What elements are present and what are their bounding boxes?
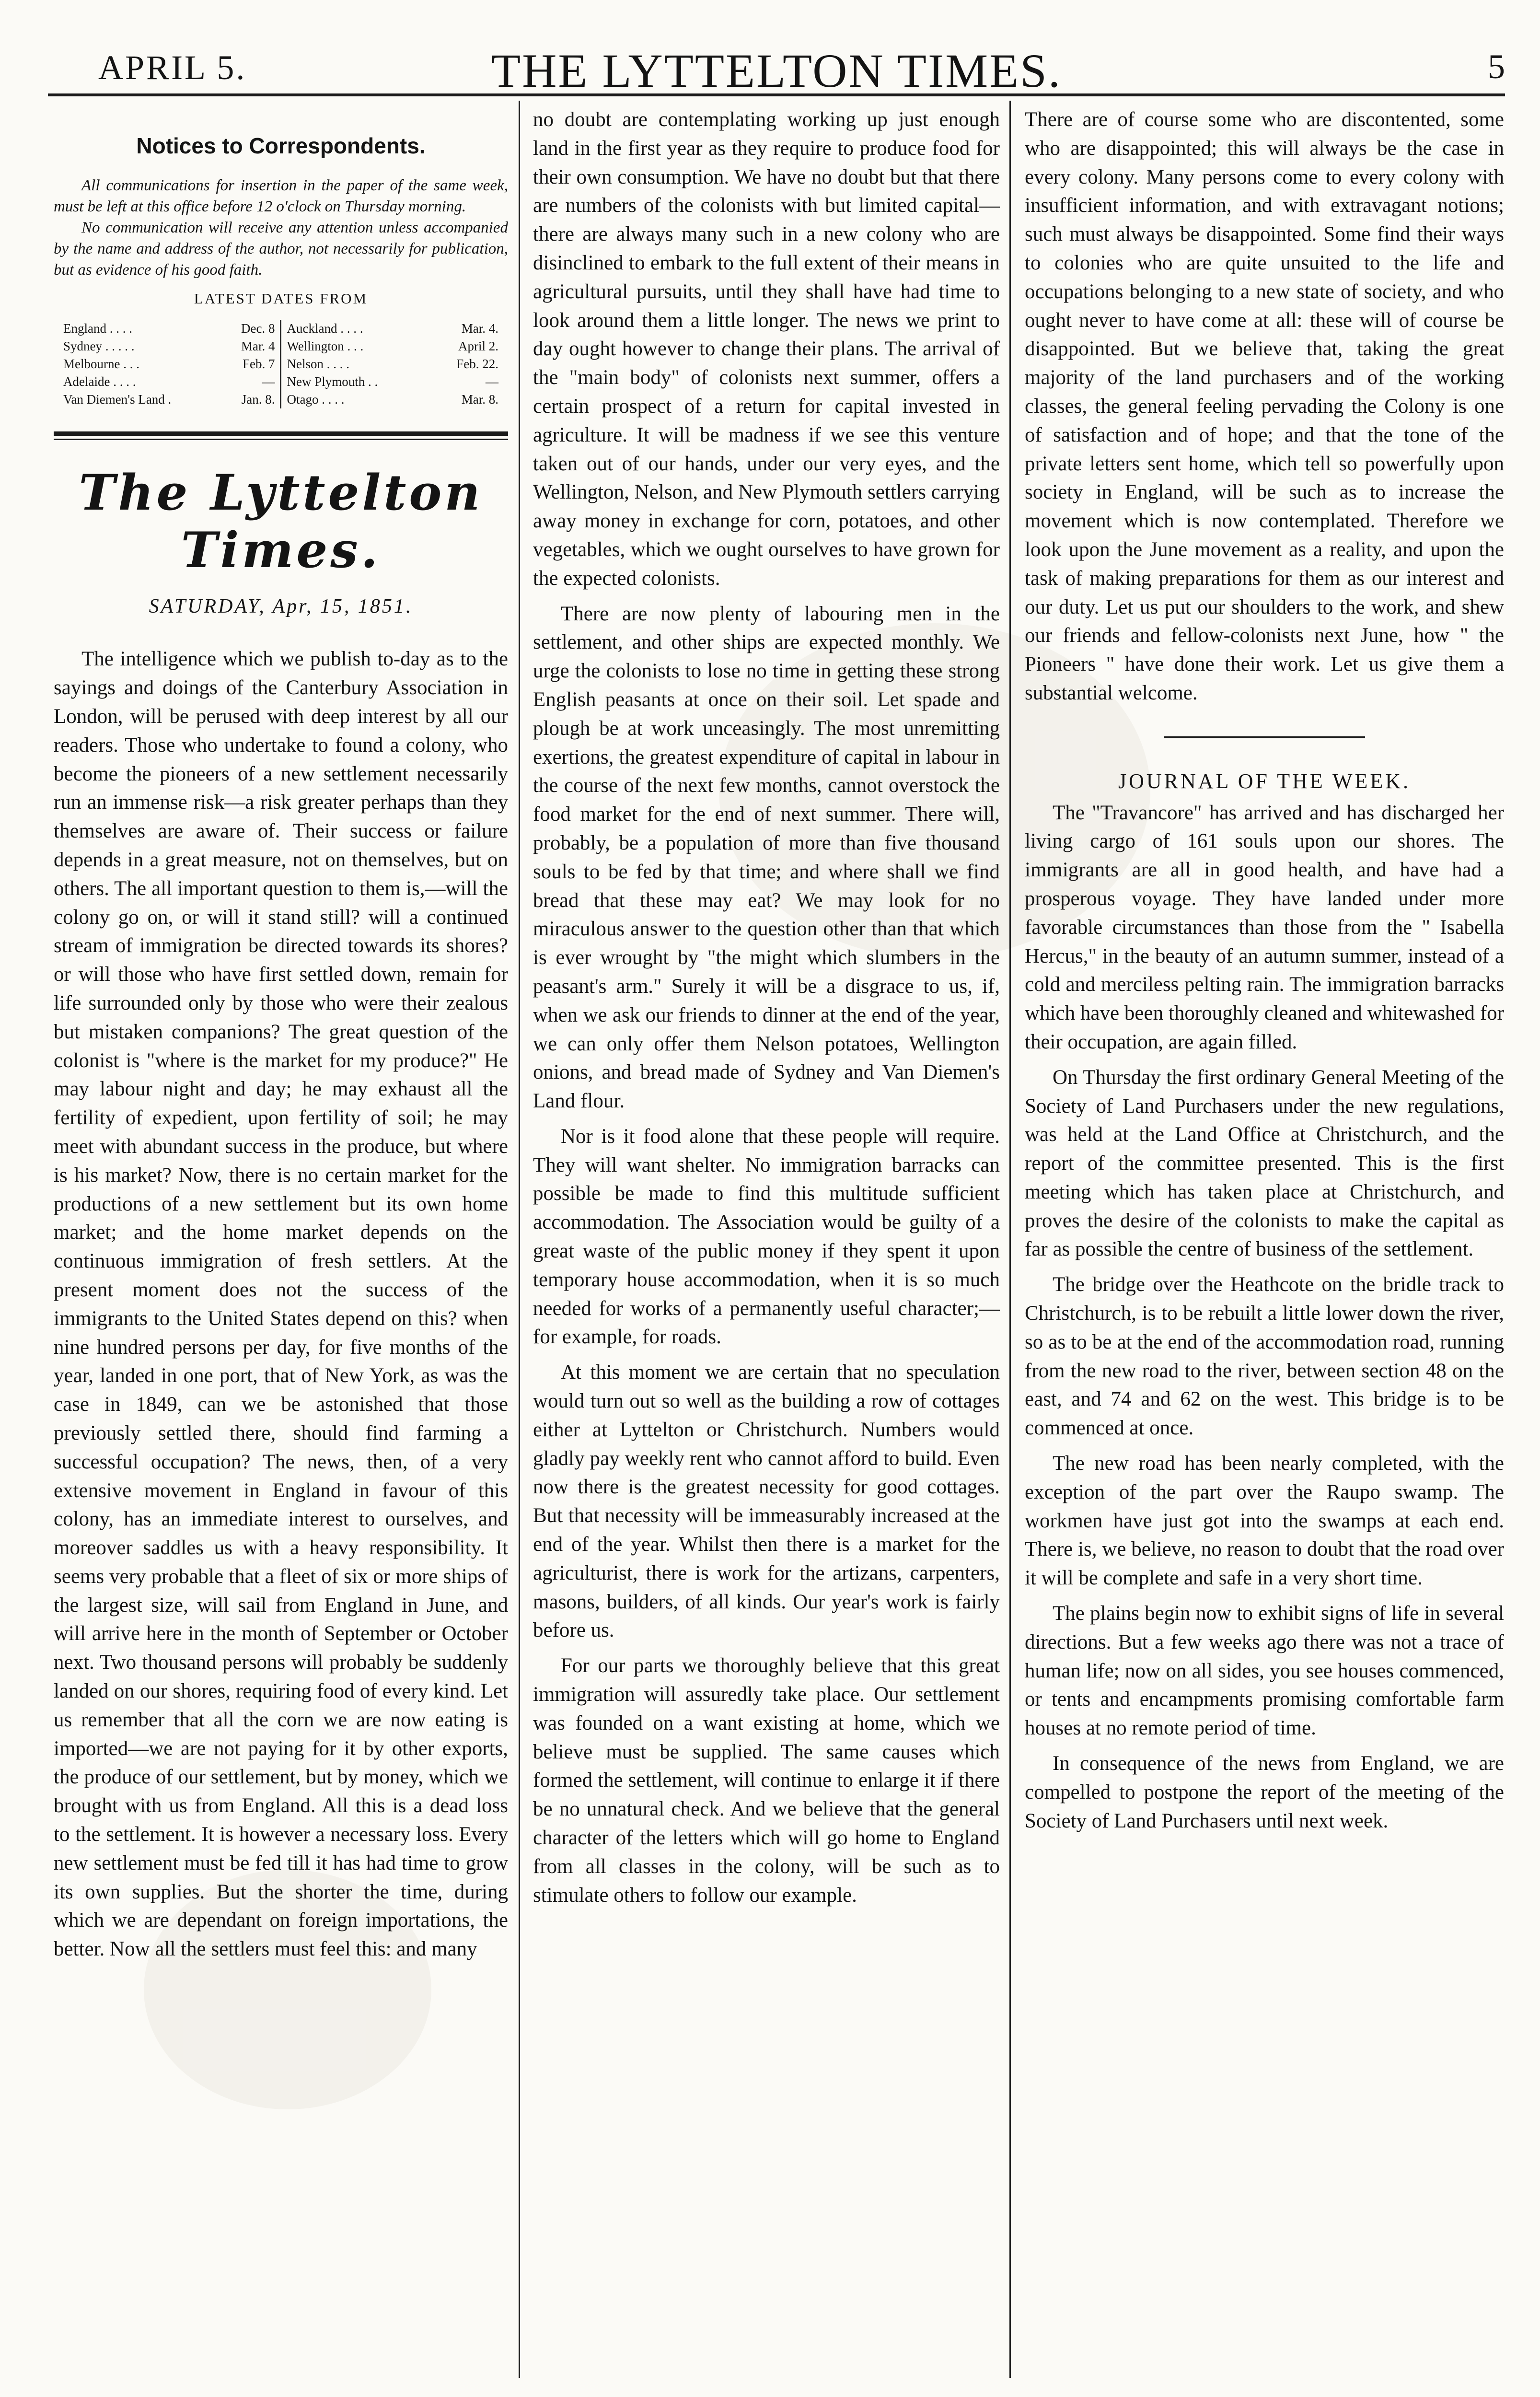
date-value: April 2.	[458, 338, 498, 353]
latest-dates-left	[63, 320, 281, 408]
date-value: Mar. 4.	[461, 321, 498, 336]
date-value: Feb. 7	[243, 356, 275, 371]
article-paragraph: Nor is it food alone that these people will require. They will want shelter. No immigration barracks can possible be made to find this multitude sufficient accommodation. The Association would be guilty of a great waste of the public money if they spent it upon temporary house accommodation, when it is so much needed for works of a permanently useful character;—for example, for roads.	[533, 1125, 1000, 1349]
place-name: Otago . . . .	[287, 392, 345, 407]
journal-paragraph: The "Travancore" has arrived and has discharged her living cargo of 161 souls upon our shores. The immigrants are all in good health, and have had a prosperous voyage. They have landed under more favorable circumstances than those from the " Isabella Hercus," in the beauty of an autumn summer, instead of a cold and merciless pelting rain. The immigration barracks which have been thoroughly cleaned and whitewashed for their occupation, are again filled.	[1025, 801, 1504, 1053]
place-name: Auckland . . . .	[287, 321, 363, 336]
notice-text: All communications for insertion in the paper of the same week, must be left at this office before 12 o'clock on Thursday morning.	[54, 176, 508, 215]
place-name: Nelson . . . .	[287, 356, 349, 371]
section-rule	[1164, 736, 1365, 738]
latest-dates-row	[63, 355, 275, 373]
latest-dates-row	[287, 373, 499, 391]
place-name: Adelaide . . . .	[63, 374, 136, 389]
article-paragraph: At this moment we are certain that no speculation would turn out so well as the building a row of cottages either at Lyttelton or Christchurch. Numbers would gladly pay weekly rent who cannot afford to build. Even now there is the greatest necessity for good cottages. But that necessity will be immeasurably increased at the end of the year. Whilst then there is a market for the agriculturist, there is work for the artizans, carpenters, masons, builders, of all kinds. Our year's work is fairly before us.	[533, 1361, 1000, 1642]
latest-dates-row	[63, 373, 275, 391]
journal-paragraph: The new road has been nearly completed, with the exception of the part over the Raupo swamp. The workmen have just got into the swamps at each end. There is, we believe, no reason to doubt that the road over it will be complete and safe in a very short time.	[1025, 1452, 1504, 1590]
leader-title: The Lyttelton Times.	[79, 464, 483, 579]
column-1	[54, 105, 508, 2387]
latest-dates-row	[287, 320, 499, 337]
latest-dates-row	[287, 337, 499, 355]
journal-heading: JOURNAL OF THE WEEK.	[1118, 769, 1411, 793]
latest-dates-row	[63, 337, 275, 355]
date-value: Jan. 8.	[241, 392, 275, 407]
place-name: Sydney . . . . .	[63, 338, 135, 353]
date-value: Dec. 8	[241, 321, 275, 336]
latest-dates-right	[281, 320, 499, 408]
latest-dates-row	[287, 355, 499, 373]
journal-paragraph: The plains begin now to exhibit signs of life in several directions. But a few weeks ago there was not a trace of human life; now on all sides, you see houses commenced, or tents and encampments promising comfortable farm houses at no remote period of time.	[1025, 1602, 1504, 1740]
article-paragraph: There are now plenty of labouring men in the settlement, and other ships are expected monthly. We urge the colonists to lose no time in getting these strong English peasants at once on their soil. Let spade and plough be at work unceasingly. The most unremitting exertions, the greatest expenditure of capital in labour in the course of the next few months, cannot overstock the food market for the end of next summer. There will, probably, be a population of more than five thousand souls to be fed by that time; and where shall we find bread that these may eat? We may look for no miraculous answer to the question other than that which is ever wrought by "the might which slumbers in the peasant's arm." Surely it will be a disgrace to us, if, when we ask our friends to dinner at the end of the year, we can only offer them Nelson potatoes, Wellington onions, and bread made of Sydney and Van Diemen's Land flour.	[533, 602, 1000, 1113]
section-rule	[54, 439, 508, 440]
date-value: Mar. 8.	[461, 392, 498, 407]
leader-dateline: SATURDAY, Apr, 15, 1851.	[149, 595, 413, 617]
article-paragraph: The intelligence which we publish to-day as to the sayings and doings of the Canterbury Association in London, will be perused with deep interest by all our readers. Those who undertake to found a colony, who become the pioneers of a new settlement necessarily run an immense risk—a risk greater perhaps than they themselves are aware of. Their success or failure depends in a great measure, not on themselves, but on others. The all important question to them is,—will the colony go on, or will it stand still? will a continued stream of immigration be directed towards its shores? or will those who have first settled down, remain for life surrounded only by those who were their zealous but mistaken companions? The great question of the colonist is "where is the market for my produce?" He may labour night and day; he may exhaust all the fertility of expedient, upon fertility of soil; he may meet with abundant success in the produce, but where is his market? Now, there is no certain market for the productions of a new settlement but its own home market; and the home market depends on the continuous immigration of fresh settlers. At the present moment does not the success of the immigrants to the United States depend on this? when nine hundred persons per day, for five months of the year, landed in one port, that of New York, as was the case in 1849, can we be astonished that those previously settled there, should find farming a successful occupation? The news, then, of a very extensive movement in England in favour of this colony, has an immediate interest to ourselves, and moreover saddles us with a heavy responsibility. It seems very probable that a fleet of six or more ships of the largest size, will sail from England in June, and will arrive here in the month of September or October next. Two thousand persons will probably be suddenly landed on our shores, requiring food of every kind. Let us remember that all the corn we are now eating is imported—we are not paying for it by other exports, the produce of our settlement, but by money, which we brought with us from England. All this is a dead loss to the settlement. It is however a necessary loss. Every new settlement must be fed till it has had time to grow its own supplies. But the shorter the time, during which we are dependant on foreign importations, the better. Now all the settlers must feel this: and many	[54, 648, 508, 1961]
latest-dates-heading: LATEST DATES FROM	[194, 290, 368, 307]
date-value: Mar. 4	[241, 338, 275, 353]
notices-heading: Notices to Correspondents.	[136, 133, 426, 158]
article-paragraph: no doubt are contemplating working up just enough land in the first year as they require to produce food for their own consumption. We have no doubt but that there are numbers of the colonists with but limited capital—there are always many such in a new colony who are disinclined to embark to the full extent of their means in agricultural pursuits, until they shall have had time to look around them a little longer. The news we print to day ought however to change their plans. The arrival of the "main body" of colonists next summer, offers a certain prospect of a return for capital invested in agriculture. It will be madness if we see this venture taken out of our hands, under our very eyes, and the Wellington, Nelson, and New Plymouth settlers carrying away money in exchange for corn, potatoes, and other vegetables, which we ought ourselves to have grown for the expected colonists.	[533, 108, 1000, 590]
journal-paragraph: In consequence of the news from England, we are compelled to postpone the report of the meeting of the Society of Land Purchasers until next week.	[1025, 1752, 1504, 1832]
section-rule	[54, 431, 508, 436]
journal-paragraph: On Thursday the first ordinary General Meeting of the Society of Land Purchasers under the new regulations, was held at the Land Office at Christchurch, and the report of the committee presented. This is the first meeting which has taken place at Christchurch, and proves the desire of the colonists to make the capital as far as possible the centre of business of the settlement.	[1025, 1066, 1504, 1261]
column-2	[533, 105, 1000, 2387]
date-value: Feb. 22.	[456, 356, 498, 371]
issue-date: APRIL 5.	[98, 48, 247, 87]
latest-dates-table	[63, 320, 498, 408]
latest-dates-row	[63, 391, 275, 408]
masthead-rule	[48, 93, 1505, 96]
column-divider	[519, 101, 520, 2378]
date-value: —	[486, 374, 498, 389]
date-value: —	[262, 374, 275, 389]
notice-text: No communication will receive any attention unless accompanied by the name and address of the author, not necessarily for publication, but as evidence of his good faith.	[54, 219, 508, 279]
column-divider	[1009, 101, 1011, 2378]
place-name: New Plymouth . .	[287, 374, 378, 389]
article-paragraph: There are of course some who are discontented, some who are disappointed; this will always be the case in every colony. Many persons come to every colony with insufficient information, and with extravagant notions; such must always be disappointed. Some find their ways to colonies who are quite unsuited to the life and occupations belonging to a new state of society, and who ought never to have come at all: these will of course be disappointed. But we believe that, taking the great majority of the land purchasers and of the working classes, the general feeling pervading the Colony is one of satisfaction and of hope; and that the tone of the private letters sent home, which tell so powerfully upon society in England, will be such as to increase the movement which is now contemplated. Therefore we look upon the June movement as a reality, and upon the task of making preparations for them as our interest and our duty. Let us put our shoulders to the work, and shew our friends and fellow-colonists next June, how " the Pioneers " have done their work. Let us give them a substantial welcome.	[1025, 108, 1504, 704]
place-name: Wellington . . .	[287, 338, 364, 353]
column-3	[1025, 105, 1504, 2387]
article-paragraph: For our parts we thoroughly believe that this great immigration will assuredly take place. Our settlement was founded on a want existing at home, which we believe must be supplied. The same causes which formed the settlement, will continue to enlarge it if there be no unnatural check. And we believe that the general character of the letters which will go home to England from all classes in the colony, will be such as to stimulate others to follow our example.	[533, 1654, 1000, 1907]
place-name: Van Diemen's Land .	[63, 392, 172, 407]
latest-dates-row	[287, 391, 499, 408]
latest-dates-row	[63, 320, 275, 337]
journal-paragraph: The bridge over the Heathcote on the bridle track to Christchurch, is to be rebuilt a little lower down the river, so as to be at the end of the accommodation road, running from the new road to the river, between section 48 on the east, and 74 and 62 on the west. This bridge is to be commenced at once.	[1025, 1273, 1504, 1440]
place-name: Melbourne . . .	[63, 356, 139, 371]
newspaper-title: THE LYTTELTON TIMES.	[491, 44, 1062, 97]
page-number: 5	[1488, 47, 1505, 86]
place-name: England . . . .	[63, 321, 132, 336]
